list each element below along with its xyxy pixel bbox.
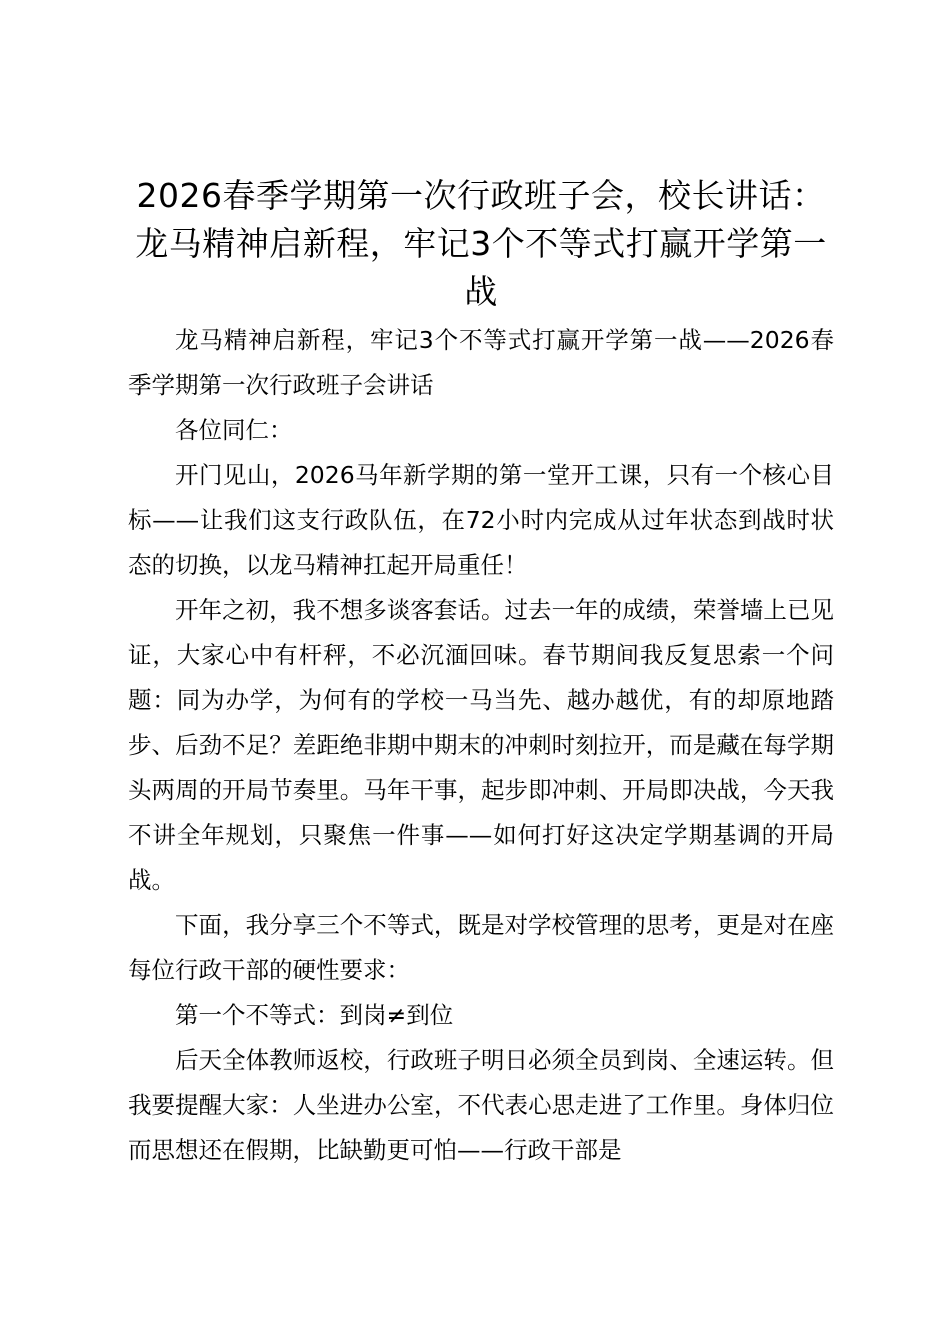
- document-title: 2026春季学期第一次行政班子会，校长讲话：龙马精神启新程，牢记3个不等式打赢开学第一战: [135, 176, 827, 311]
- paragraph-first-inequality-body: 后天全体教师返校，行政班子明日必须全员到岗、全速运转。但我要提醒大家：人坐进办公室，不代表心思走进了工作里。身体归位而思想还在假期，比缺勤更可怕——行政干部是: [128, 1046, 834, 1164]
- paragraph-introduction: 下面，我分享三个不等式，既是对学校管理的思考，更是对在座每位行政干部的硬性要求：: [128, 911, 834, 984]
- paragraph-first-inequality-heading: 第一个不等式：到岗≠到位: [175, 1001, 454, 1029]
- paragraph-reflection: 开年之初，我不想多谈客套话。过去一年的成绩，荣誉墙上已见证，大家心中有杆秤，不必沉湎回味。春节期间我反复思索一个问题：同为办学，为何有的学校一马当先、越办越优，有的却原地踏步、后劲不足？差距绝非期中期末的冲刺时刻拉开，而是藏在每学期头两周的开局节奏里。马年干事，起步即冲刺、开局即决战，今天我不讲全年规划，只聚焦一件事——如何打好这决定学期基调的开局战。: [128, 596, 834, 894]
- paragraph-subtitle: 龙马精神启新程，牢记3个不等式打赢开学第一战——2026春季学期第一次行政班子会讲话: [128, 326, 834, 399]
- document-page: [128, 172, 834, 1173]
- paragraph-salutation: 各位同仁：: [175, 416, 293, 444]
- paragraph-opening: 开门见山，2026马年新学期的第一堂开工课，只有一个核心目标——让我们这支行政队伍，在72小时内完成从过年状态到战时状态的切换，以龙马精神扛起开局重任！: [128, 461, 834, 579]
